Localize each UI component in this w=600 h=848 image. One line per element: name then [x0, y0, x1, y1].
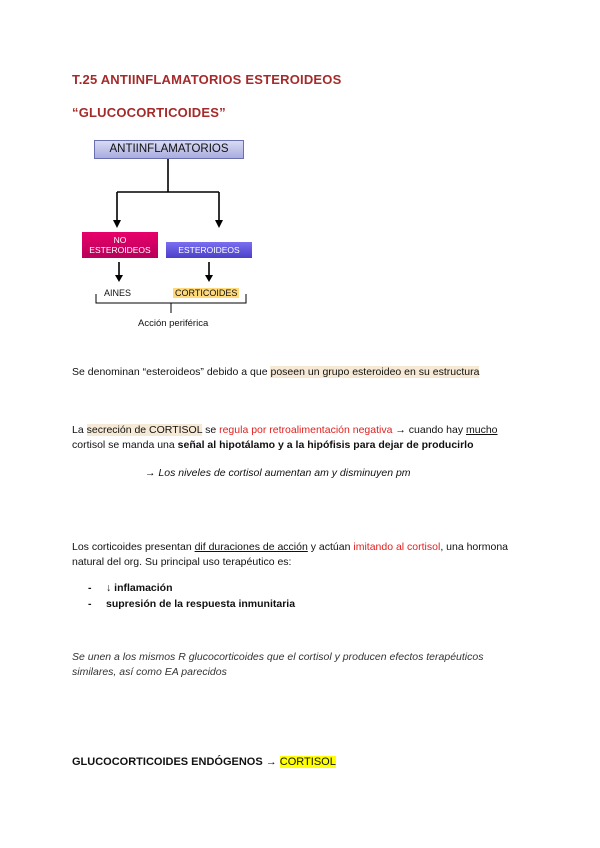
paragraph-corticoides [72, 540, 532, 570]
cortisol-highlight: CORTISOL [279, 756, 336, 768]
underlined-text: dif duraciones de acción [194, 541, 308, 553]
text: Se denominan “esteroideos” debido a que [72, 366, 271, 378]
highlight: poseen un grupo esteroideo en su estructura [270, 366, 480, 378]
italic-note: Se unen a los mismos R glucocorticoides que el cortisol y producen efectos terapéuticos similares, así como EA parecidos [72, 651, 484, 678]
list-item: - supresión de la respuesta inmunitaria [88, 596, 295, 612]
text: , una hormona natural del org. Su principal uso terapéutico es: [72, 541, 509, 568]
underlined-text: mucho [466, 424, 498, 436]
paragraph-esteroideos [72, 365, 532, 380]
document-title: T.25 ANTIINFLAMATORIOS ESTEROIDEOS [72, 72, 342, 87]
esteroideos-box: ESTEROIDEOS [166, 242, 252, 258]
no-esteroideos-box: NO ESTEROIDEOS [82, 232, 158, 258]
antiinflamatorios-box: ANTIINFLAMATORIOS [94, 140, 244, 159]
text: cortisol se manda una [72, 439, 178, 451]
text: → cuando hay [392, 424, 466, 436]
text: GLUCOCORTICOIDES ENDÓGENOS → [72, 756, 280, 768]
classification-diagram-lines [0, 0, 600, 340]
paragraph-cortisol-regulation [72, 423, 532, 453]
cortisol-levels-note: → Los niveles de cortisol aumentan am y disminuyen pm [145, 467, 411, 479]
text: Los corticoides presentan [72, 541, 195, 553]
therapeutic-use-list [88, 580, 295, 612]
bold-text: señal al hipotálamo y a la hipófisis para dejar de producirlo [177, 439, 474, 451]
text: La [72, 424, 87, 436]
text: se [202, 424, 220, 436]
list-item: - ↓ inflamación [88, 580, 295, 596]
corticoides-label: CORTICOIDES [175, 288, 238, 298]
red-text: regula por retroalimentación negativa [219, 424, 393, 436]
highlight: secreción de CORTISOL [86, 424, 203, 436]
document-subtitle: “GLUCOCORTICOIDES” [72, 105, 226, 120]
aines-label: AINES [104, 288, 132, 298]
red-text: imitando al cortisol [353, 541, 441, 553]
footer-line [72, 756, 336, 768]
text: y actúan [307, 541, 354, 553]
accion-periferica-label: Acción periférica [138, 318, 209, 329]
